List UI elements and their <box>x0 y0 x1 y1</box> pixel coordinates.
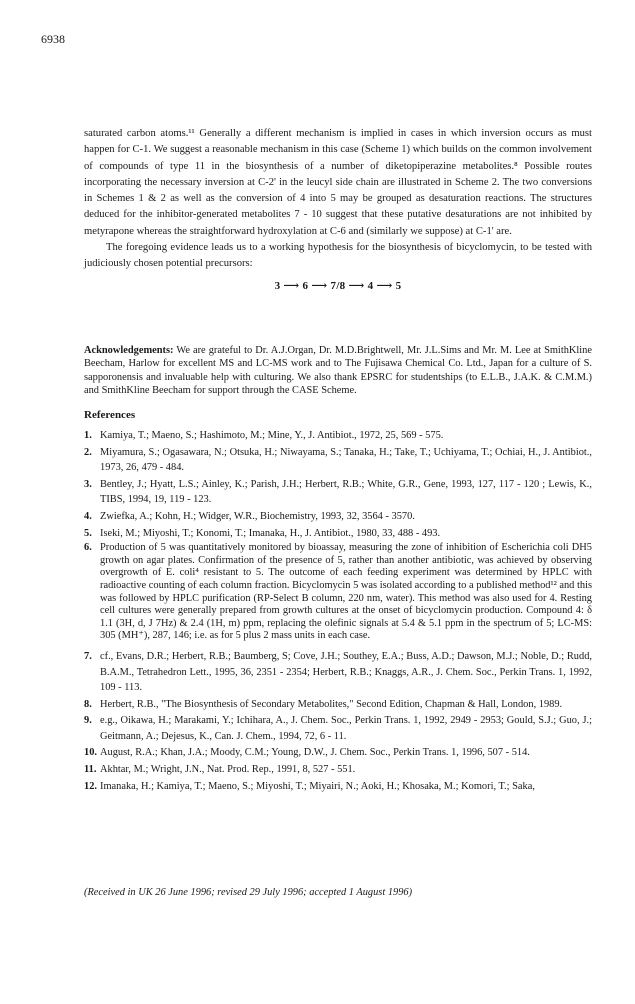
reference-number: 4. <box>84 510 92 522</box>
reference-text: Iseki, M.; Miyoshi, T.; Konomi, T.; Imanaka, H., J. Antibiot., 1980, 33, 488 - 493. <box>100 527 441 539</box>
reference-text: Imanaka, H.; Kamiya, T.; Maeno, S.; Miyoshi, T.; Miyairi, N.; Aoki, H.; Khosaka, M.; Komori, T.; Saka, <box>100 780 535 792</box>
reference-item <box>84 649 592 696</box>
acknowledgements-text: We are grateful to Dr. A.J.Organ, Dr. M.D.Brightwell, Mr. J.L.Sims and Mr. M. Lee at SmithKline Beecham, Harlow for excellent MS and LC-MS work and to The Fujisawa Chemical Co. Ltd., Japan for a culture of S. sapporonensis and invaluable help with culturing. We also thank EPSRC for studentships (to E.L.B., J.A.K. & C.M.M.) and SmithKline Beecham for support through the CASE Scheme. <box>84 345 592 397</box>
acknowledgements <box>84 344 592 398</box>
reference-item <box>84 779 592 795</box>
reference-text: Zwiefka, A.; Kohn, H.; Widger, W.R., Biochemistry, 1993, 32, 3564 - 3570. <box>100 510 415 522</box>
reference-text: Herbert, R.B., "The Biosynthesis of Secondary Metabolites," Second Edition, Chapman & Hall, London, 1989. <box>100 698 563 710</box>
reference-text: Production of 5 was quantitatively monitored by bioassay, measuring the zone of inhibition of Escherichia coli DH5 growth on agar plates. Confirmation of the presence of 5, rather than another antibiotic, was achieved by observing overgrowth of E. coli⁴ resistant to 5. The outcome of each feeding experiment was determined by HPLC with radioactive counting of each column fraction. Bicyclomycin 5 was isolated according to a published method¹² and this was followed by HPLC purification (RP-Select B column, 220 nm, water). This method was also used for 4. Resting cell cultures were generally prepared from growth cultures at the onset of bicyclomycin production. Compound 4: δ 1.1 (3H, d, J 7Hz) & 2.4 (1H, m) ppm, replacing the olefinic signals at 5.4 & 5.1 ppm in the spectrum of 5; LC-MS: 305 (MH⁺), 287, 146; i.e. as for 5 plus 2 mass units in each case. <box>100 542 592 642</box>
reference-item <box>84 762 592 778</box>
reference-item <box>84 526 592 542</box>
reference-text: e.g., Oikawa, H.; Marakami, Y.; Ichihara, A., J. Chem. Soc., Perkin Trans. 1, 1992, 2949 - 2953; Gould, S.J.; Guo, J.; Geitmann, A.; Dejesus, K., Can. J. Chem., 1994, 72, 6 - 11. <box>100 715 592 742</box>
acknowledgements-title: Acknowledgements: <box>84 345 174 356</box>
references-list <box>84 428 592 794</box>
reference-item <box>84 445 592 476</box>
reference-item <box>84 713 592 744</box>
reference-number: 3. <box>84 478 92 490</box>
reference-item <box>84 697 592 713</box>
references-title: References <box>84 409 136 421</box>
received-dates: (Received in UK 26 June 1996; revised 29 July 1996; accepted 1 August 1996) <box>84 887 413 898</box>
body-text <box>84 126 592 294</box>
reference-text: August, R.A.; Khan, J.A.; Moody, C.M.; Young, D.W., J. Chem. Soc., Perkin Trans. 1, 1996, 507 - 514. <box>100 747 530 759</box>
reference-number: 9. <box>84 715 92 727</box>
reference-text: Akhtar, M.; Wright, J.N., Nat. Prod. Rep., 1991, 8, 527 - 551. <box>100 764 356 776</box>
reference-number: 2. <box>84 446 92 458</box>
reference-item <box>84 542 592 643</box>
paragraph-2: The foregoing evidence leads us to a working hypothesis for the biosynthesis of bicyclomycin, to be tested with judiciously chosen potential precursors: <box>84 242 592 270</box>
biosynthesis-scheme: 3 ⟶ 6 ⟶ 7/8 ⟶ 4 ⟶ 5 <box>274 279 402 292</box>
paragraph-1: saturated carbon atoms.¹¹ Generally a different mechanism is implied in cases in which inversion occurs as must happen for C-1. We suggest a reasonable mechanism in this case (Scheme 1) which builds on the common involvement of compounds of type 11 in the biosynthesis of a number of diketopiperazine metabolites.⁸ Possible routes incorporating the necessary inversion at C-2' in the leucyl side chain are illustrated in Scheme 2. The two conversions in Schemes 1 & 2 as well as the conversion of 4 into 5 may be grouped as desaturation reactions. The structures deduced for the inhibitor-generated metabolites 7 - 10 suggest that these putative desaturations are not inhibited by metyrapone whereas the straightforward hydroxylation at C-6 and (similarly we suppose) at C-1' are. <box>84 128 592 237</box>
reference-number: 12. <box>84 780 97 792</box>
reference-number: 6. <box>84 542 92 554</box>
reference-item <box>84 745 592 761</box>
reference-number: 5. <box>84 527 92 539</box>
reference-number: 10. <box>84 747 97 759</box>
reference-text: Kamiya, T.; Maeno, S.; Hashimoto, M.; Mine, Y., J. Antibiot., 1972, 25, 569 - 575. <box>100 430 444 441</box>
reference-item <box>84 428 592 444</box>
reference-number: 1. <box>84 430 92 441</box>
reference-item <box>84 477 592 508</box>
reference-number: 7. <box>84 650 92 662</box>
reference-text: cf., Evans, D.R.; Herbert, R.B.; Baumberg, S; Cove, J.H.; Southey, E.A.; Buss, A.D.; Dawson, M.J.; Noble, D.; Rudd, B.A.M., Tetrahedron Lett., 1995, 36, 2351 - 2354; Herbert, R.B.; Knaggs, A.R., J. Chem. Soc., Perkin Trans. 1, 1992, 109 - 113. <box>100 650 592 694</box>
reference-number: 8. <box>84 698 92 710</box>
reference-number: 11. <box>84 764 97 776</box>
reference-item <box>84 509 592 525</box>
reference-text: Bentley, J.; Hyatt, L.S.; Ainley, K.; Parish, J.H.; Herbert, R.B.; White, G.R., Gene, 1993, 127, 117 - 120 ; Lewis, K., TIBS, 1994, 19, 119 - 123. <box>100 478 592 506</box>
page-number: 6938 <box>41 32 65 46</box>
reference-text: Miyamura, S.; Ogasawara, N.; Otsuka, H.; Niwayama, S.; Tanaka, H.; Take, T.; Uchiyama, T.; Ochiai, H., J. Antibiot., 1973, 26, 479 - 484. <box>100 446 592 474</box>
